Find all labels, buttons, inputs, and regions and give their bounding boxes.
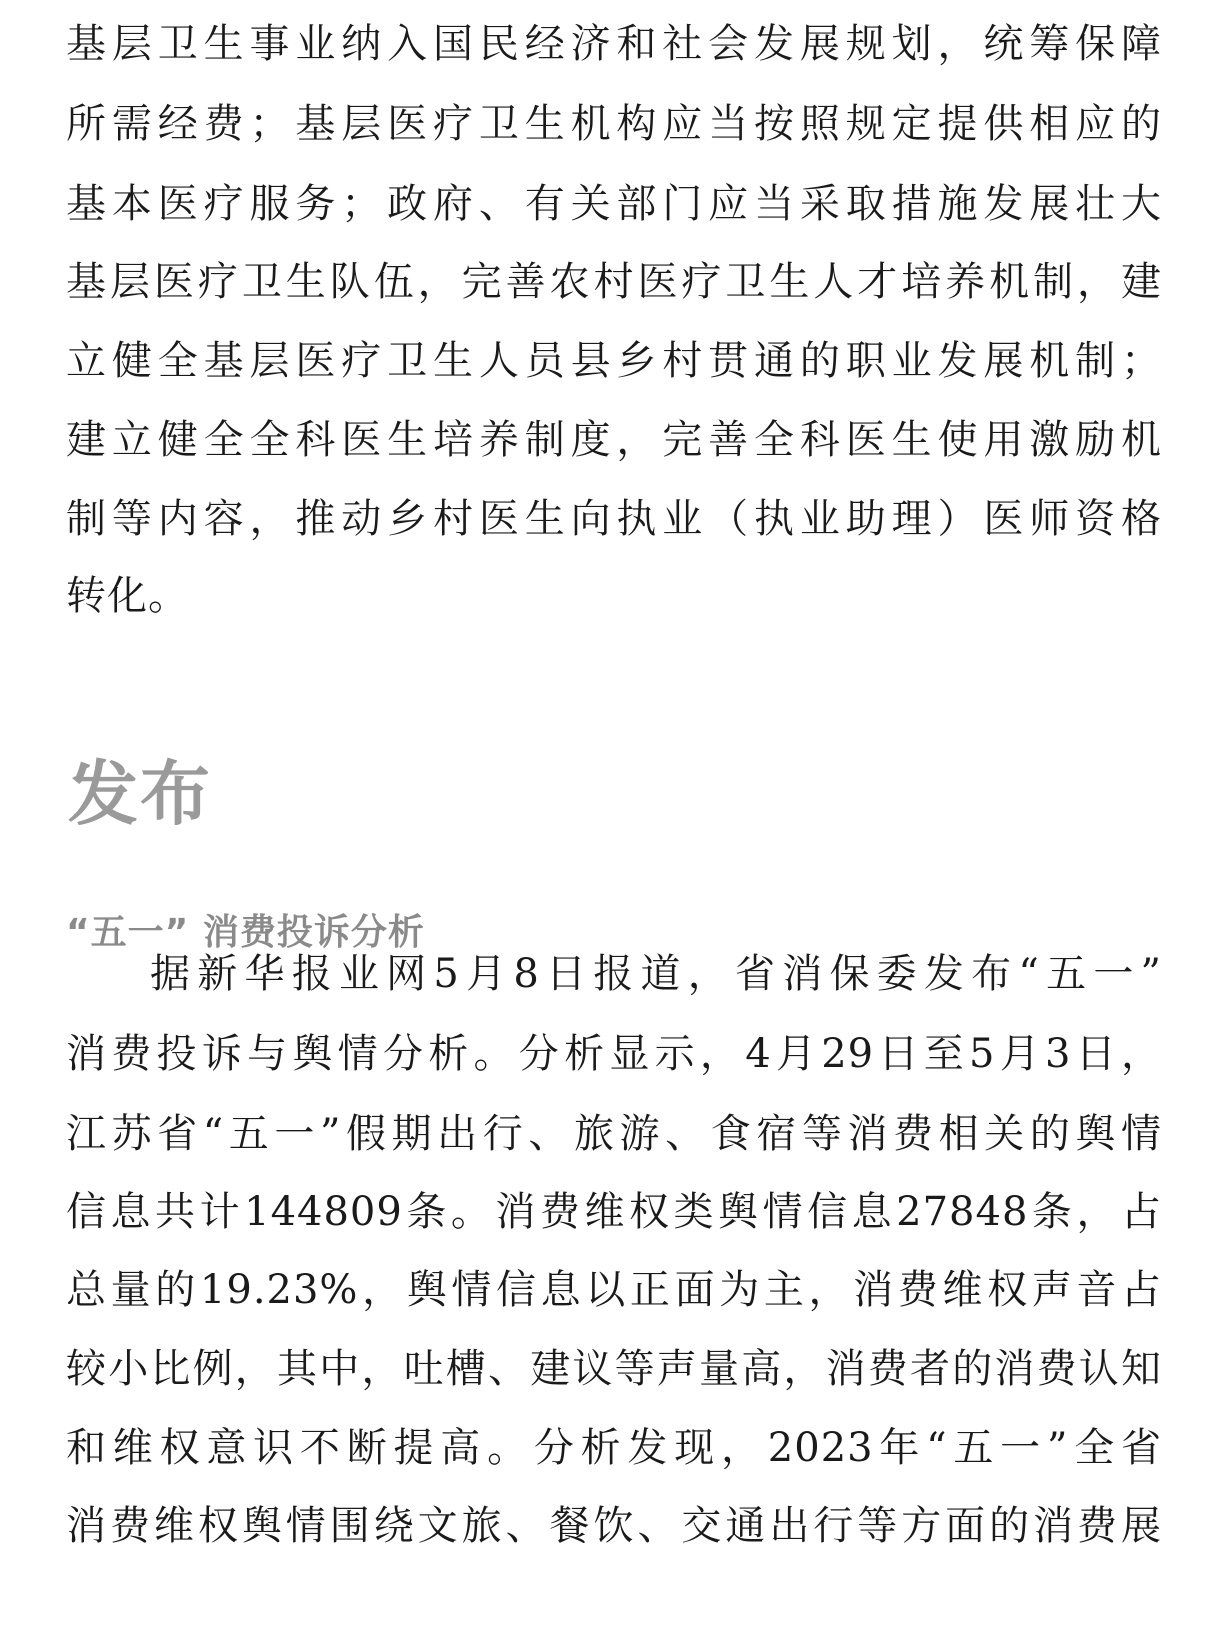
paragraph-line: 基层卫生事业纳入国民经济和社会发展规划，统筹保障 <box>66 21 1162 67</box>
article-line: 和维权意识不断提高。分析发现，2023年“五一”全省 <box>66 1425 1162 1471</box>
paragraph-line: 基层医疗卫生队伍，完善农村医疗卫生人才培养机制，建 <box>66 259 1162 305</box>
paragraph-line: 转化。 <box>66 573 189 619</box>
article-line: 消费投诉与舆情分析。分析显示，4月29日至5月3日， <box>66 1031 1162 1077</box>
paragraph-line: 所需经费；基层医疗卫生机构应当按照规定提供相应的 <box>66 101 1162 147</box>
article-line: 信息共计144809条。消费维权类舆情信息27848条，占 <box>66 1189 1162 1235</box>
paragraph-line: 立健全基层医疗卫生人员县乡村贯通的职业发展机制； <box>66 338 1162 384</box>
article-line: 较小比例，其中，吐槽、建议等声量高，消费者的消费认知 <box>66 1346 1162 1392</box>
paragraph-line: 基本医疗服务；政府、有关部门应当采取措施发展壮大 <box>66 181 1162 227</box>
article-title: “五一” 消费投诉分析 <box>66 912 425 953</box>
article-line: 消费维权舆情围绕文旅、餐饮、交通出行等方面的消费展 <box>66 1503 1162 1549</box>
section-heading: 发布 <box>68 753 212 835</box>
article-line: 江苏省“五一”假期出行、旅游、食宿等消费相关的舆情 <box>66 1111 1162 1157</box>
paragraph-line: 建立健全全科医生培养制度，完善全科医生使用激励机 <box>66 417 1162 463</box>
article-line: 据新华报业网5月8日报道，省消保委发布“五一” <box>150 951 1162 997</box>
article-line: 总量的19.23%，舆情信息以正面为主，消费维权声音占 <box>66 1267 1162 1313</box>
paragraph-line: 制等内容，推动乡村医生向执业（执业助理）医师资格 <box>66 496 1162 542</box>
